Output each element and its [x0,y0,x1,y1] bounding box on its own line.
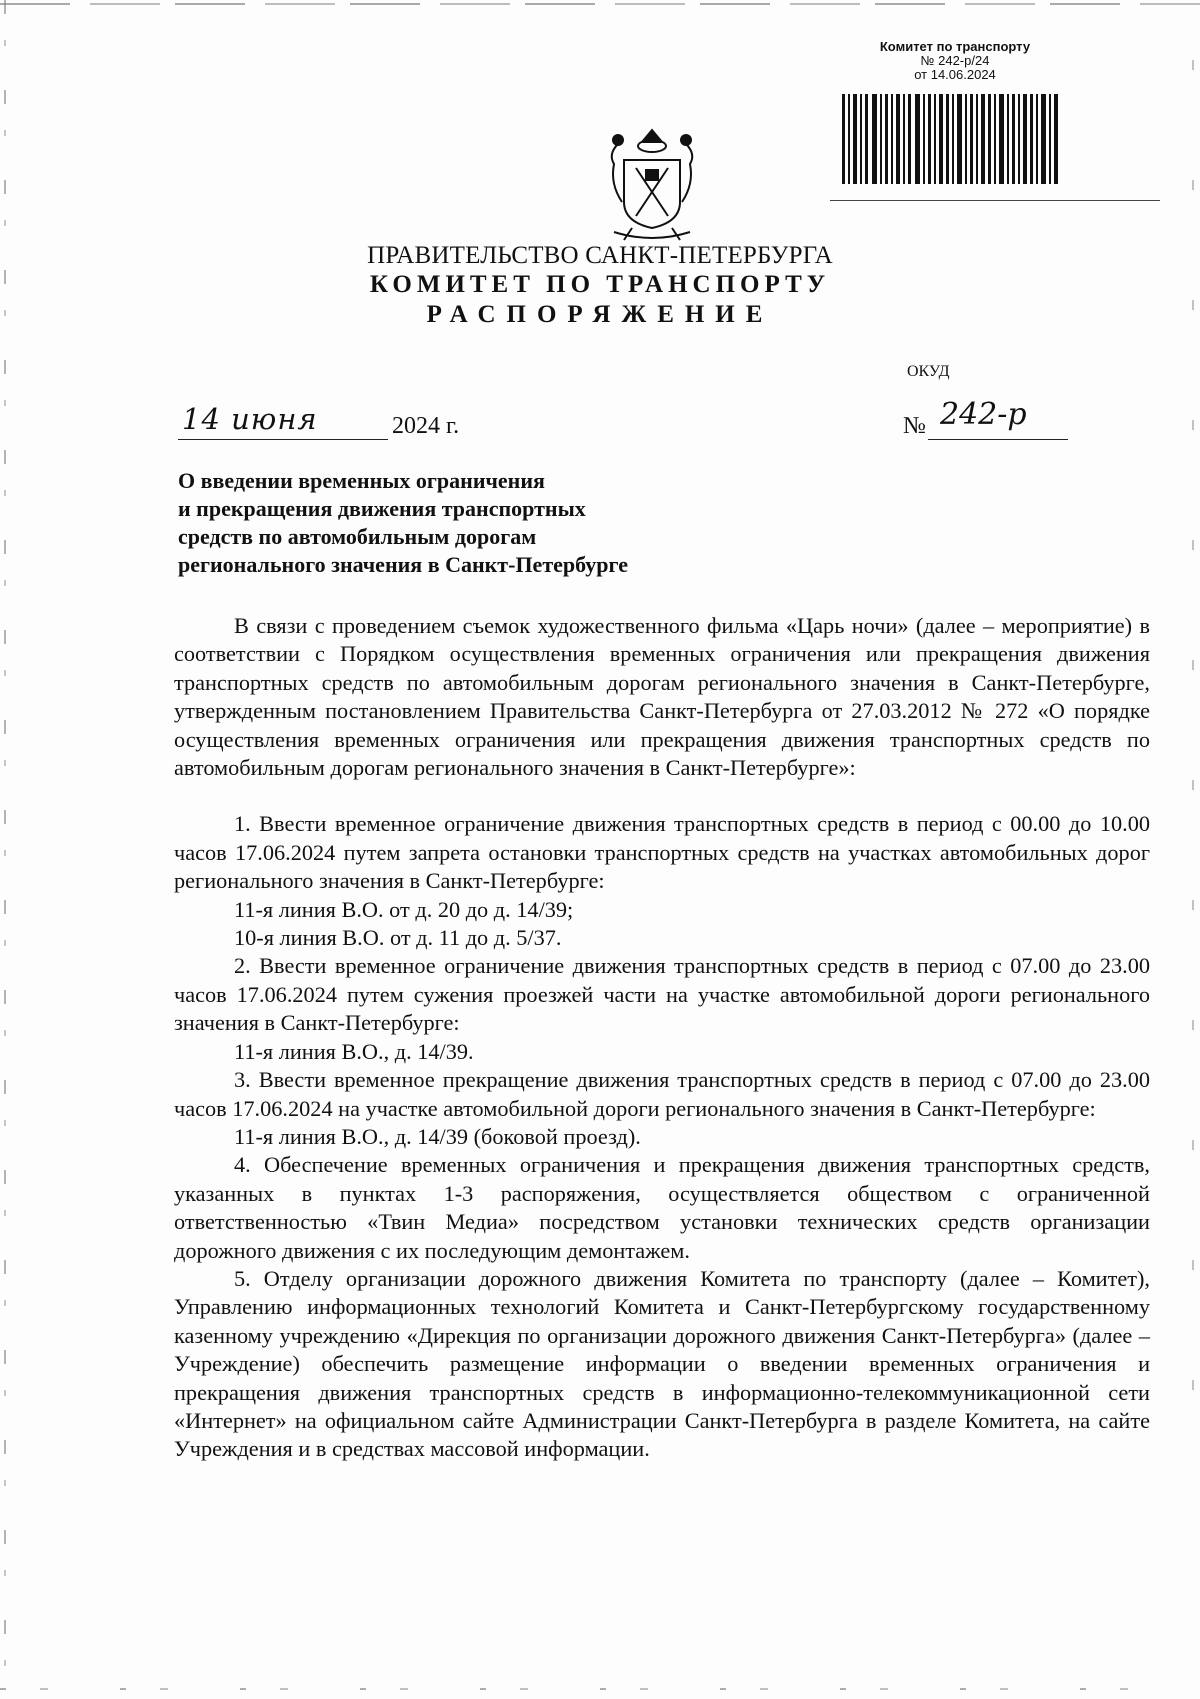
okud-label: ОКУД [907,363,950,380]
barcode-icon [842,94,1062,184]
date-handwritten: 14 июня [182,402,318,436]
date-year: 2024 г. [392,413,460,439]
scan-edge-top [0,3,1200,5]
clause-3: 3. Ввести временное прекращение движения транспортных средств в период с 07.00 до 23.00 часов 17.06.2024 на участке автомобильной дороги регионального значения в Санкт-Петербурге: [174,1067,1150,1121]
stamp-line-committee: Комитет по транспорту [879,39,1031,54]
stamp-line-number: № 242-р/24 [920,53,990,68]
clause-2: 2. Ввести временное ограничение движения транспортных средств в период с 07.00 до 23.00 часов 17.06.2024 путем сужения проезжей части на участке автомобильной дороги регионального значения в Санкт-Петербурге: [174,953,1150,1036]
clause-1-item-b: 10-я линия В.О. от д. 11 до д. 5/37. [234,925,562,951]
title-line: средств по автомобильным дорогам [178,524,537,549]
document-body [174,612,1150,1464]
committee-heading: КОМИТЕТ ПО ТРАНСПОРТУ [369,271,831,298]
clause-5: 5. Отделу организации дорожного движения Комитета по транспорту (далее – Комитет), Управлению информационных технологий Комитета и Санкт-Петербургскому государственному казенному учреждению «Дирекция по организации дорожного движения Санкт-Петербурга» (далее – Учреждение) обеспечить размещение информации о введении временных ограничения и прекращения движения транспортных средств в информационно-телекоммуникационной сети «Интернет» на официальном сайте Администрации Санкт-Петербурга в разделе Комитета, на сайте Учреждения и в средствах массовой информации. [174,1265,1150,1462]
clause-4: 4. Обеспечение временных ограничения и прекращения движения транспортных средств, указанных в пунктах 1-3 распоряжения, осуществляется обществом с ограниченной ответственностью «Твин Медиа» посредством установки технических средств организации дорожного движения с их последующим демонтажем. [174,1152,1150,1263]
scan-edge-right [1192,60,1194,1460]
stamp-line-date: от 14.06.2024 [914,67,996,82]
government-heading: ПРАВИТЕЛЬСТВО САНКТ-ПЕТЕРБУРГА [367,242,833,269]
title-line: и прекращения движения транспортных [178,496,586,521]
title-line: регионального значения в Санкт-Петербурге [178,552,628,577]
document-title [178,467,738,579]
clause-3-item-a: 11-я линия В.О., д. 14/39 (боковой проезд). [234,1123,641,1149]
clause-1: 1. Ввести временное ограничение движения транспортных средств в период с 00.00 до 10.00 часов 17.06.2024 путем запрета остановки транспортных средств на участках автомобильных дорог регионального значения в Санкт-Петербурге: [174,811,1150,894]
clause-1-item-a: 11-я линия В.О. от д. 20 до д. 14/39; [234,896,574,922]
document-type-heading: РАСПОРЯЖЕНИЕ [426,301,774,328]
scan-edge-bottom [0,1688,1200,1690]
paragraph-spacer [174,782,1150,810]
coat-of-arms-icon [604,124,700,244]
barcode-underline [830,200,1160,201]
registration-stamp [830,40,1080,82]
title-line: О введении временных ограничения [178,468,545,493]
number-label: № [903,413,926,439]
clause-2-item-a: 11-я линия В.О., д. 14/39. [234,1038,474,1064]
number-handwritten: 242-р [940,397,1027,432]
preamble-paragraph: В связи с проведением съемок художественного фильма «Царь ночи» (далее – мероприятие) в соответствии с Порядком осуществления временных ограничения или прекращения движения транспортных средств по автомобильным дорогам регионального значения в Санкт-Петербурге, утвержденным постановлением Правительства Санкт-Петербурга от 27.03.2012 № 272 «О порядке осуществления временных ограничения или прекращения движения транспортных средств по автомобильным дорогам регионального значения в Санкт-Петербурге»: [174,613,1150,781]
